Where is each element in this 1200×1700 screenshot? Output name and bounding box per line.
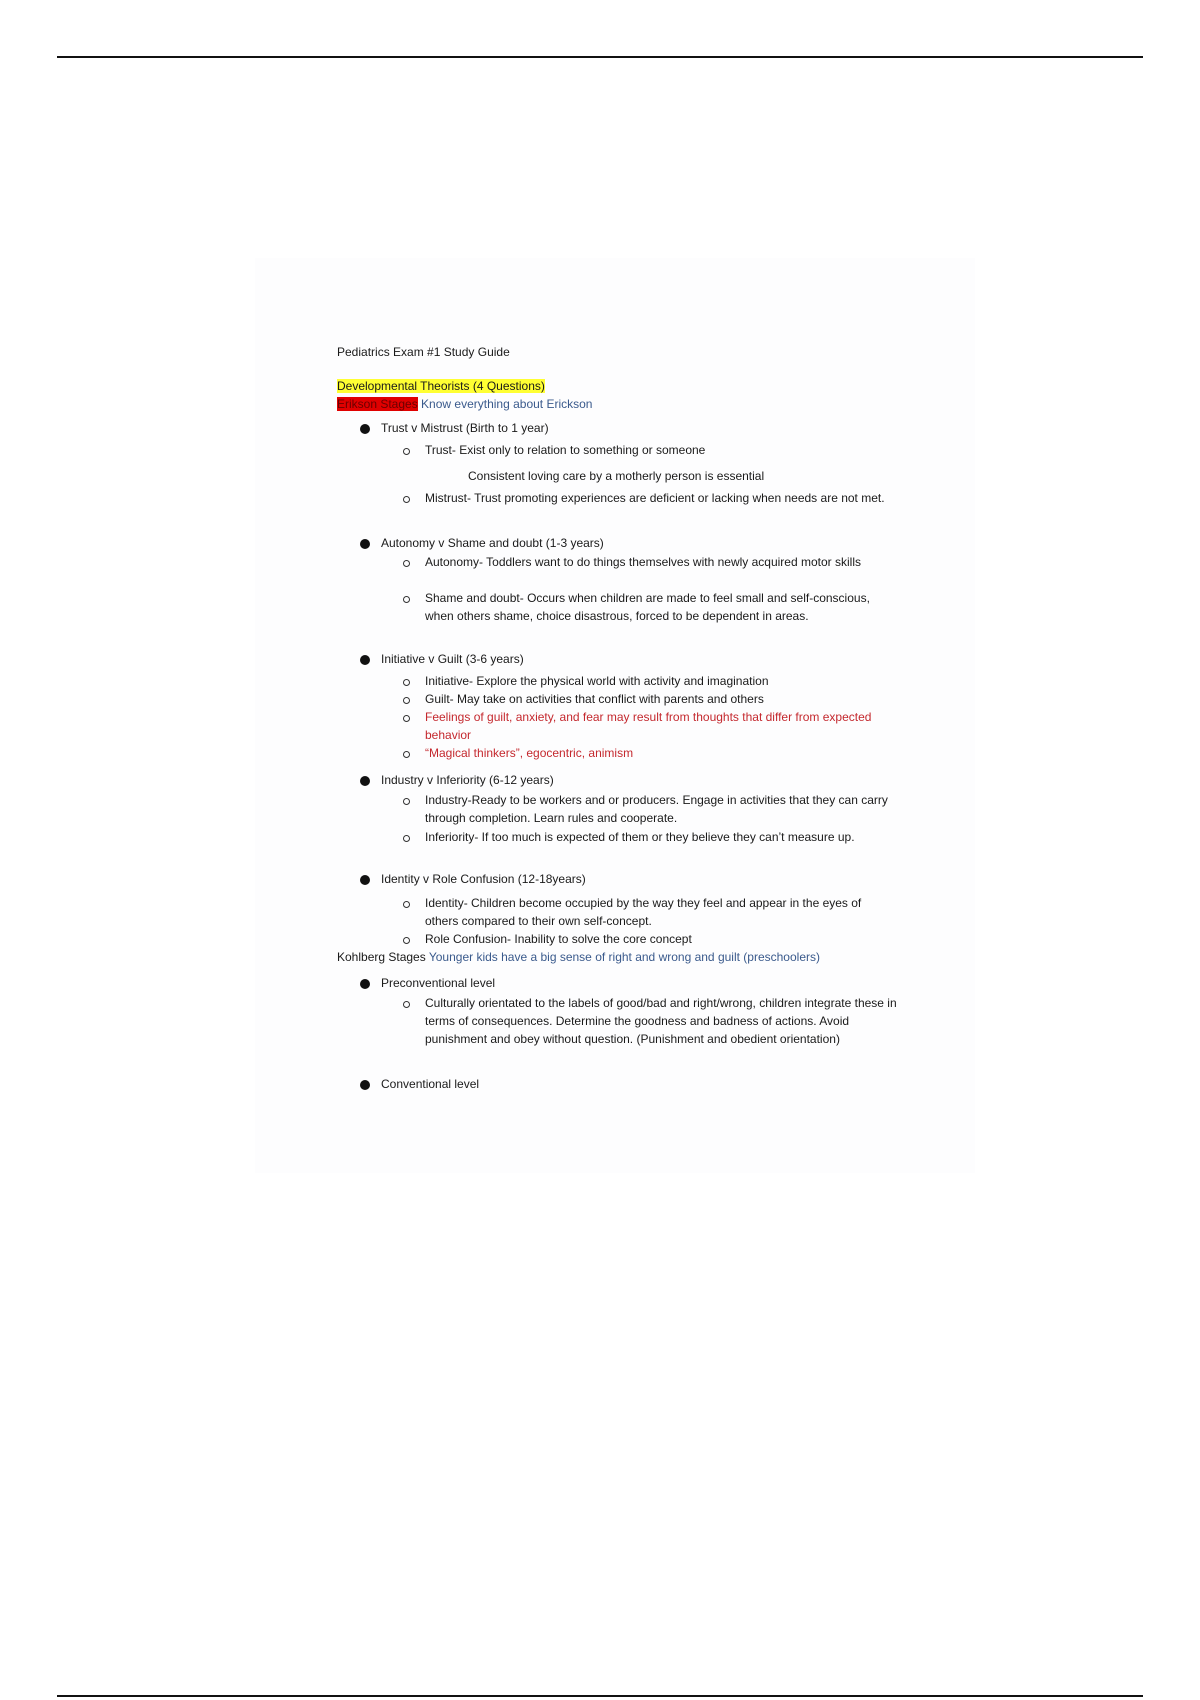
stage-title: Industry v Inferiority (6-12 years) [381, 773, 554, 787]
sub-bullet-icon [403, 751, 410, 758]
kohlberg-heading [337, 948, 820, 966]
stage-title: Trust v Mistrust (Birth to 1 year) [381, 421, 549, 435]
sub-bullet-icon [403, 596, 410, 603]
kohlberg-note: Younger kids have a big sense of right and wrong and guilt (preschoolers) [425, 950, 820, 964]
doc-title: Pediatrics Exam #1 Study Guide [337, 345, 510, 359]
document-page [255, 258, 975, 1173]
bullet-icon [360, 655, 370, 665]
sub-bullet-icon [403, 496, 410, 503]
bullet-icon [360, 539, 370, 549]
sub-bullet-icon [403, 679, 410, 686]
stage-item: Trust- Exist only to relation to something or someone [425, 443, 706, 457]
stage-item: Guilt- May take on activities that conflict with parents and others [425, 692, 764, 706]
stage-item: Inferiority- If too much is expected of them or they believe they can’t measure up. [425, 830, 855, 844]
level-title: Preconventional level [381, 976, 496, 990]
stage-item: Role Confusion- Inability to solve the core concept [425, 932, 692, 946]
stage-item: Feelings of guilt, anxiety, and fear may result from thoughts that differ from expected behavior [425, 710, 872, 742]
bullet-icon [360, 875, 370, 885]
bullet-icon [360, 979, 370, 989]
stage-item: “Magical thinkers”, egocentric, animism [425, 746, 634, 760]
kohlberg-label: Kohlberg Stages [337, 950, 426, 964]
sub-bullet-icon [403, 448, 410, 455]
sub-bullet-icon [403, 835, 410, 842]
stage-item: Identity- Children become occupied by the way they feel and appear in the eyes of others compared to their own self-concept. [425, 896, 862, 928]
section-heading-text: Developmental Theorists (4 Questions) [337, 379, 545, 393]
erikson-label: Erikson Stages [337, 397, 418, 411]
level-title: Conventional level [381, 1077, 480, 1091]
erikson-heading [337, 395, 592, 413]
bullet-icon [360, 1080, 370, 1090]
sub-bullet-icon [403, 798, 410, 805]
bullet-icon [360, 776, 370, 786]
stage-title: Initiative v Guilt (3-6 years) [381, 652, 524, 666]
bullet-icon [360, 424, 370, 434]
stage-title: Autonomy v Shame and doubt (1-3 years) [381, 536, 604, 550]
stage-item: Mistrust- Trust promoting experiences are deficient or lacking when needs are not met. [425, 491, 885, 505]
stage-title: Identity v Role Confusion (12-18years) [381, 872, 586, 886]
level-item: Culturally orientated to the labels of good/bad and right/wrong, children integrate these in terms of consequences. Determine the goodness and badness of actions. Avoid punishment and obey without question. (Punishment and obedient orientation) [425, 996, 897, 1046]
bottom-rule [57, 1695, 1143, 1697]
sub-bullet-icon [403, 901, 410, 908]
sub-bullet-icon [403, 1001, 410, 1008]
sub-bullet-icon [403, 715, 410, 722]
stage-item: Autonomy- Toddlers want to do things themselves with newly acquired motor skills [425, 555, 861, 569]
stage-item: Industry-Ready to be workers and or producers. Engage in activities that they can carry through completion. Learn rules and cooperate. [425, 793, 888, 825]
sub-bullet-icon [403, 937, 410, 944]
top-rule [57, 56, 1143, 58]
section-heading [337, 377, 545, 395]
erikson-note: Know everything about Erickson [417, 397, 593, 411]
indent-note: Consistent loving care by a motherly person is essential [468, 469, 765, 483]
stage-item: Shame and doubt- Occurs when children are made to feel small and self-conscious, when others shame, choice disastrous, forced to be dependent in areas. [425, 591, 870, 623]
sub-bullet-icon [403, 697, 410, 704]
stage-item: Initiative- Explore the physical world with activity and imagination [425, 674, 769, 688]
sub-bullet-icon [403, 560, 410, 567]
